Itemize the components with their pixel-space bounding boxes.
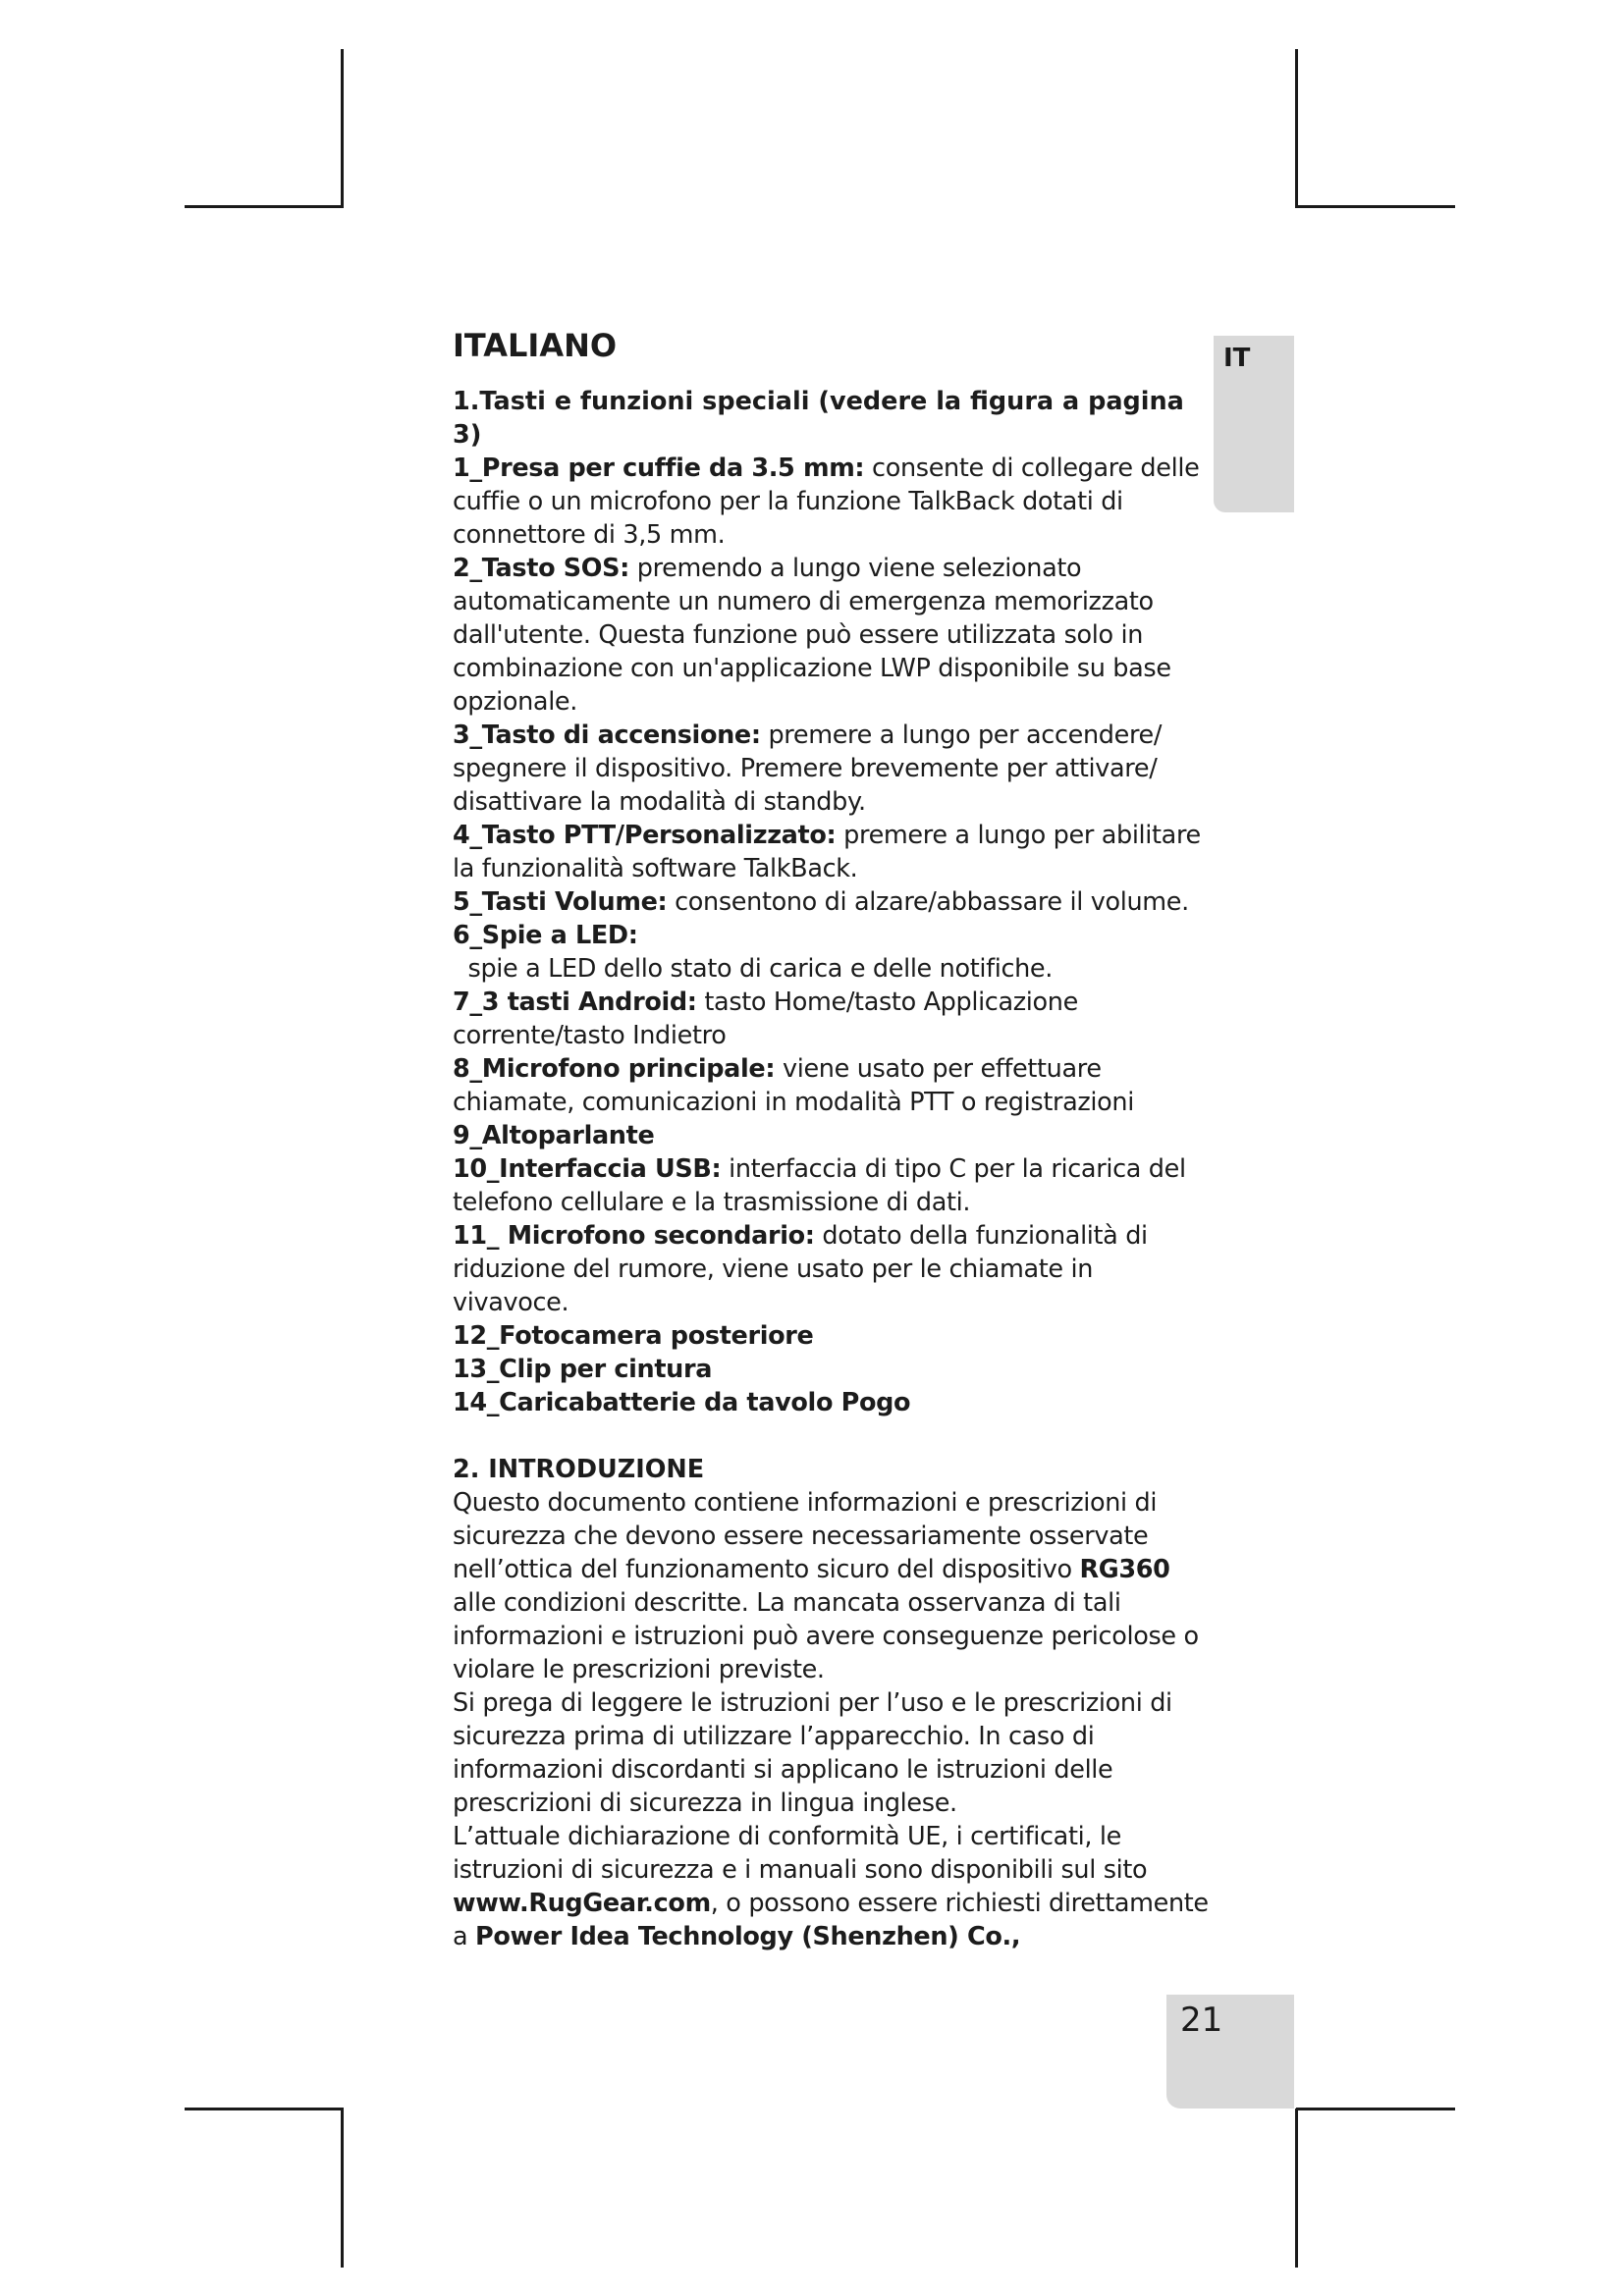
intro-paragraph-3 — [453, 1820, 1209, 1953]
section-2-title: 2. INTRODUZIONE — [453, 1455, 705, 1484]
item-text: viene usato per effettuare chiamate, comunicazioni in modalità PTT o registrazioni — [453, 1054, 1134, 1117]
crop-mark-bottom-left-vertical — [341, 2109, 344, 2268]
crop-mark-top-right-horizontal — [1296, 205, 1455, 208]
list-item — [453, 1319, 1209, 1353]
item-label: 13_Clip per cintura — [453, 1355, 713, 1384]
intro-paragraph-2: Si prega di leggere le istruzioni per l’uso e le prescrizioni di sicurezza prima di utilizzare l’apparecchio. In caso di informazioni discordanti si applicano le istruzioni delle prescrizioni di sicurezza in lingua inglese. — [453, 1688, 1172, 1818]
item-label: 5_Tasti Volume: — [453, 887, 668, 917]
list-item — [453, 452, 1209, 552]
section-1-title: 1.Tasti e funzioni speciali (vedere la figura a pagina 3) — [453, 387, 1184, 450]
item-label: 7_3 tasti Android: — [453, 988, 697, 1017]
item-label: 10_Interfaccia USB: — [453, 1154, 722, 1184]
item-text: consente di collegare delle cuffie o un microfono per la funzione TalkBack dotati di connettore di 3,5 mm. — [453, 454, 1200, 550]
item-label: 1_Presa per cuffie da 3.5 mm: — [453, 454, 865, 483]
list-item — [453, 819, 1209, 885]
list-item — [453, 1353, 1209, 1386]
item-label: 8_Microfono principale: — [453, 1054, 776, 1084]
item-text: consentono di alzare/abbassare il volume. — [667, 887, 1189, 917]
language-tab — [1214, 336, 1294, 512]
list-item — [453, 719, 1209, 819]
list-item — [453, 1052, 1209, 1119]
item-text: premere a lungo per accendere/ spegnere il dispositivo. Premere brevemente per attivare/ disattivare la modalità di standby. — [453, 721, 1163, 817]
intro-paragraph-1 — [453, 1486, 1209, 1686]
crop-mark-bottom-right-horizontal — [1296, 2108, 1455, 2110]
list-item — [453, 919, 1209, 986]
company-name: Power Idea Technology (Shenzhen) Co., — [475, 1922, 1021, 1951]
item-label: 9_Altoparlante — [453, 1121, 655, 1150]
list-item — [453, 1219, 1209, 1319]
page-number: 21 — [1180, 2001, 1223, 2040]
crop-mark-top-left-vertical — [341, 49, 344, 208]
model-name: RG360 — [1079, 1555, 1170, 1584]
list-item — [453, 552, 1209, 719]
item-text: premendo a lungo viene selezionato automaticamente un numero di emergenza memorizzato dall'utente. Questa funzione può essere utilizzata solo in combinazione con un'applicazione LWP disponibile su base opzionale. — [453, 554, 1171, 717]
intro-text: , o possono essere richiesti direttamente a — [453, 1889, 1209, 1951]
section-spacer — [453, 1419, 1209, 1453]
item-label: 6_Spie a LED: — [453, 921, 638, 950]
page-title: ITALIANO — [453, 327, 618, 364]
item-text: spie a LED dello stato di carica e delle notifiche. — [453, 954, 1054, 984]
crop-mark-bottom-right-vertical — [1295, 2109, 1298, 2268]
item-label: 4_Tasto PTT/Personalizzato: — [453, 821, 837, 850]
intro-text: alle condizioni descritte. La mancata osservanza di tali informazioni e istruzioni può avere conseguenze pericolose o violare le prescrizioni previste. — [453, 1588, 1199, 1684]
list-item — [453, 885, 1209, 919]
item-text: dotato della funzionalità di riduzione del rumore, viene usato per le chiamate in vivavoce. — [453, 1221, 1148, 1317]
list-item — [453, 986, 1209, 1052]
item-text: interfaccia di tipo C per la ricarica del telefono cellulare e la trasmissione di dati. — [453, 1154, 1186, 1217]
item-text: premere a lungo per abilitare la funzionalità software TalkBack. — [453, 821, 1201, 883]
intro-text: Questo documento contiene informazioni e prescrizioni di sicurezza che devono essere necessariamente osservate nell’ottica del funzionamento sicuro del dispositivo — [453, 1488, 1158, 1584]
item-label: 12_Fotocamera posteriore — [453, 1321, 814, 1351]
list-item — [453, 1152, 1209, 1219]
list-item — [453, 1386, 1209, 1419]
page-number-tab — [1166, 1995, 1294, 2109]
crop-mark-top-left-horizontal — [185, 205, 344, 208]
page-content — [453, 326, 1209, 1953]
item-label: 11_ Microfono secondario: — [453, 1221, 815, 1251]
intro-text: L’attuale dichiarazione di conformità UE, i certificati, le istruzioni di sicurezza e i manuali sono disponibili sul sito — [453, 1822, 1148, 1885]
item-label: 2_Tasto SOS: — [453, 554, 629, 583]
item-label: 14_Caricabatterie da tavolo Pogo — [453, 1388, 911, 1417]
language-tab-label: IT — [1223, 344, 1251, 373]
crop-mark-top-right-vertical — [1295, 49, 1298, 208]
crop-mark-bottom-left-horizontal — [185, 2108, 344, 2110]
item-text: tasto Home/tasto Applicazione corrente/tasto Indietro — [453, 988, 1078, 1050]
list-item — [453, 1119, 1209, 1152]
item-label: 3_Tasto di accensione: — [453, 721, 761, 750]
website-link[interactable]: www.RugGear.com — [453, 1889, 711, 1918]
